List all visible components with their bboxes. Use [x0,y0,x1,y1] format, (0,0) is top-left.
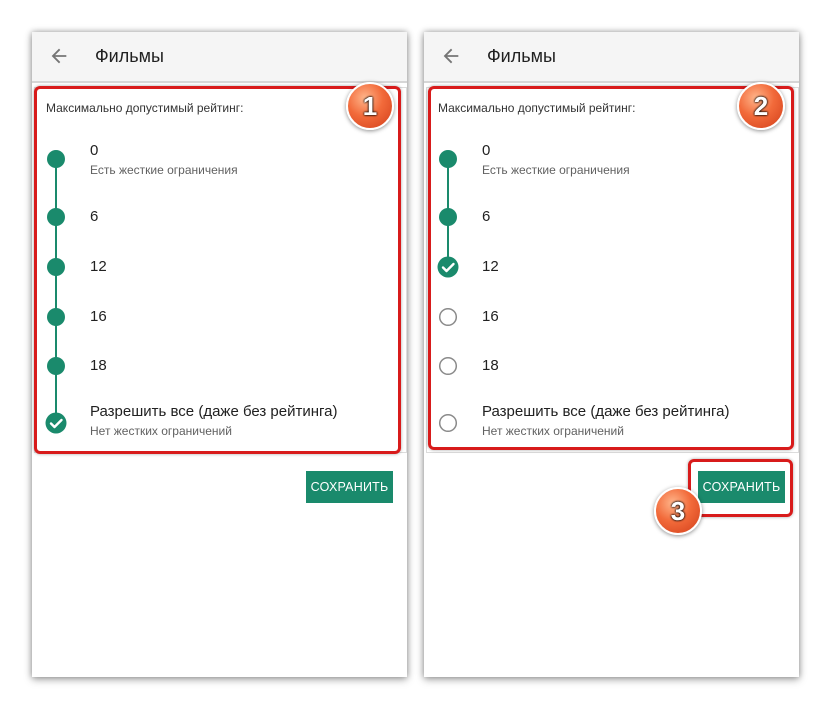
highlight-box-rating-right [428,86,794,450]
option-label: Разрешить все (даже без рейтинга) [90,403,338,420]
step-badge-1: 1 [346,82,394,130]
highlight-box-save [688,459,793,517]
app-bar [32,32,407,83]
step-badge-2: 2 [737,82,785,130]
option-sub: Есть жесткие ограничения [482,163,630,177]
option-label: 6 [482,208,491,225]
option-label: 12 [90,258,107,275]
option-label: 0 [482,142,491,159]
option-sub: Есть жесткие ограничения [90,163,238,177]
arrow-left-icon[interactable] [48,45,70,67]
option-label: 0 [90,142,99,159]
option-label: 18 [90,357,107,374]
arrow-left-icon[interactable] [440,45,462,67]
step-badge-3: 3 [654,487,702,535]
save-button[interactable]: СОХРАНИТЬ [306,471,393,503]
page-title: Фильмы [95,46,164,66]
rating-label: Максимально допустимый рейтинг: [46,101,244,115]
highlight-box-rating-left [34,86,401,454]
option-sub: Нет жестких ограничений [482,424,624,438]
rating-label: Максимально допустимый рейтинг: [438,101,636,115]
option-label: Разрешить все (даже без рейтинга) [482,403,730,420]
app-bar [424,32,799,83]
save-button[interactable]: СОХРАНИТЬ [698,471,785,503]
option-label: 6 [90,208,99,225]
page-title: Фильмы [487,46,556,66]
option-label: 16 [90,308,107,325]
option-label: 18 [482,357,499,374]
option-label: 12 [482,258,499,275]
option-label: 16 [482,308,499,325]
option-sub: Нет жестких ограничений [90,424,232,438]
